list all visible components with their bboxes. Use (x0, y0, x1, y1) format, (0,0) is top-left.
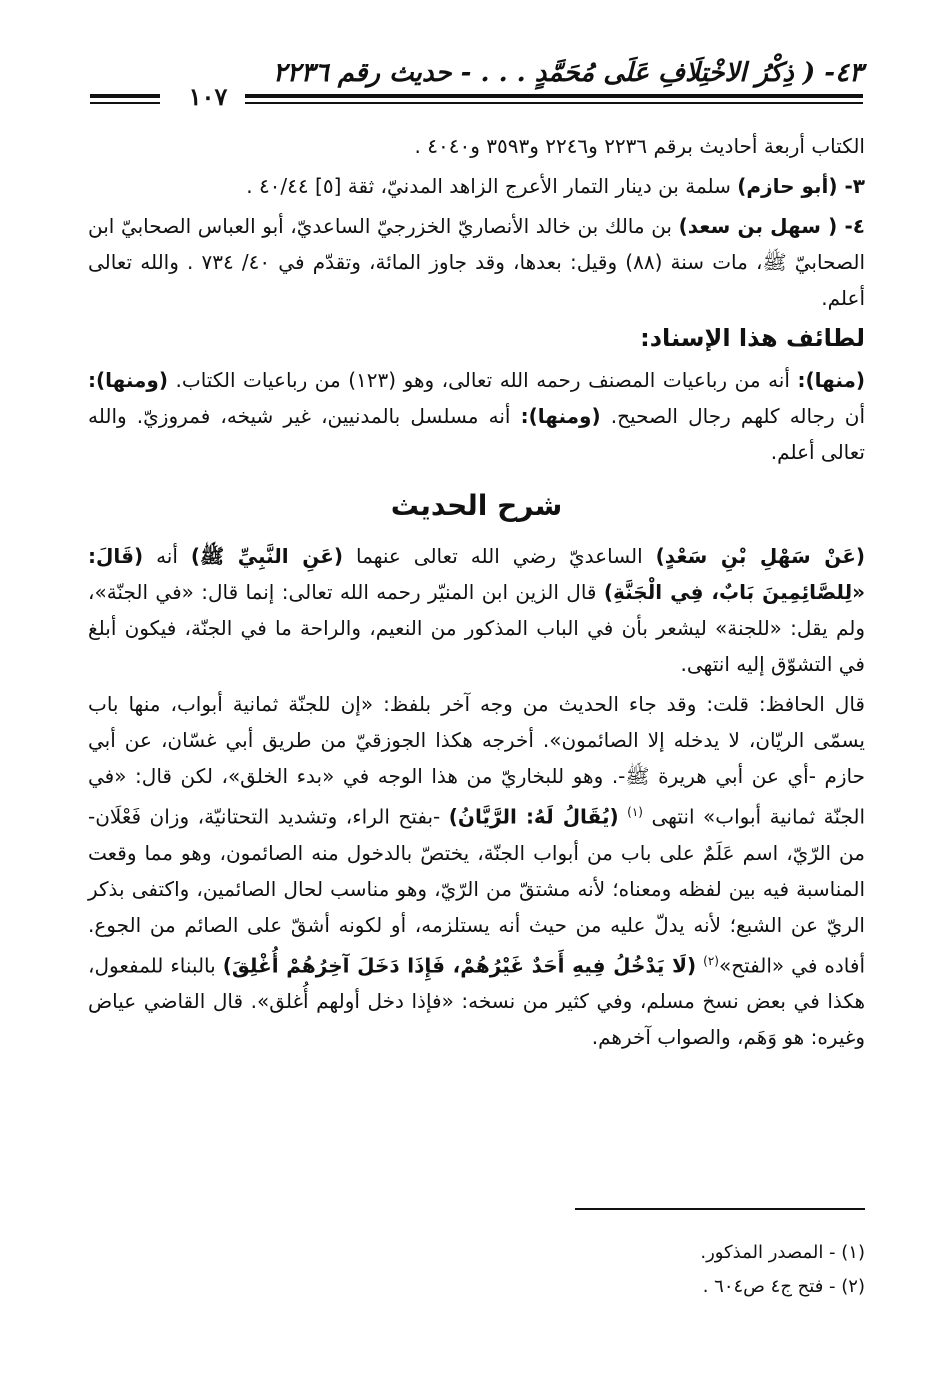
paragraph (88, 362, 865, 470)
hadith-text: (لَا يَدْخُلُ فِيهِ أَحَدٌ غَيْرُهُمْ، فَإِذَا دَخَلَ آخِرُهُمْ أُغْلِقَ) (222, 953, 697, 978)
narrator-name: ٣- (أبو حازم) (737, 174, 865, 198)
hadith-text: (عَنْ سَهْلِ بْنِ سَعْدٍ) (655, 544, 865, 568)
narrator-name: ٤- ( سهل بن سعد) (678, 214, 865, 238)
bold-lead: (منها): (797, 368, 866, 392)
footnote-ref: (١) (627, 805, 643, 819)
footnotes (365, 1236, 865, 1304)
text-run: أنه مسلسل بالمدنيين، غير شيخه، فمروزيّ. والله تعالى أعلم. (88, 404, 865, 464)
bold-lead: (ومنها): (88, 368, 168, 392)
footnote-separator (575, 1208, 865, 1210)
footnote: (٢) - فتح ج٤ ص٦٠٤ . (702, 1276, 865, 1297)
text-run: أنه من رباعيات المصنف رحمه الله تعالى، وهو (١٢٣) من رباعيات الكتاب. (175, 368, 790, 392)
main-text (88, 128, 865, 1059)
text-run: أنه (156, 544, 178, 568)
text-run: أن رجاله كلهم رجال الصحيح. (610, 404, 866, 428)
text-run: بن مالك بن خالد الأنصاريّ الخزرجيّ الساعديّ، أبو العباس الصحابيّ ابن الصحابيّ ﷺ، مات سنة (٨٨) وقيل: بعدها، وقد جاوز المائة، وتقدّم في ٤٠/ ٧٣٤ . والله تعالى أعلم. (88, 214, 865, 310)
paragraph (88, 128, 865, 164)
footnote-ref: (٢) (703, 953, 719, 968)
text-run: الساعديّ رضي الله تعالى عنهما (355, 544, 643, 568)
paragraph (88, 686, 865, 1055)
paragraph (88, 208, 865, 316)
header-rule-left-under (90, 102, 160, 104)
text-run: -بفتح الراء، وتشديد التحتانيّة، وزان فَعْلَان- من الرّيّ، اسم عَلَمٌ على باب من أبواب الجنّة، يختصّ بالدخول منه الصائمون، وهو مما وقعت المناسبة فيه بين لفظه ومعناه؛ لأنه مشتقّ من الرّيّ، وهو مناسب لحال الصائمين، واكتفى بذكر الريّ عن الشبع؛ لأنه يدلّ عليه من حيث أنه يستلزمه، أو لكونه أشقّ على الصائم من الجوع. أفاده في «الفتح» (88, 804, 866, 978)
paragraph (88, 538, 865, 682)
header-rule-left (90, 94, 160, 98)
paragraph (88, 168, 865, 204)
header-title: ٤٣- ( ذِكْرُ الاخْتِلَافِ عَلَى مُحَمَّدٍ . . . - حديث رقم ٢٢٣٦ (272, 58, 863, 88)
text-run: بالبناء للمفعول، هكذا في بعض نسخ مسلم، وفي كثير من نسخه: «فإذا دخل أولهم أُغلق». قال القاضي عياض وغيره: هو وَهَم، والصواب آخرهم. (88, 953, 865, 1050)
text-run: سلمة بن دينار التمار الأعرج الزاهد المدنيّ، ثقة [٥] ٤٠/٤٤ . (246, 174, 731, 198)
text-run: قال الزين ابن المنيّر رحمه الله تعالى: إنما قال: «في الجنّة»، ولم يقل: «للجنة» ليشعر بأن في الباب المذكور من النعيم، والراحة ما في الجنّة، فيكون أبلغ في التشوّق إليه انتهى. (88, 580, 865, 676)
center-heading: شرح الحديث (390, 489, 563, 522)
hadith-text: (قَالَ: «لِلصَّائِمِينَ بَابٌ، فِي الْجَنَّةِ) (88, 544, 865, 604)
page-number: ١٠٧ (188, 82, 228, 111)
hadith-text: (يُقَالُ لَهُ: الرَّيَّانُ) (448, 804, 619, 829)
header-rule-right-under (245, 102, 863, 104)
text-run: قال الحافظ: قلت: وقد جاء الحديث من وجه آخر بلفظ: «إن للجنّة ثمانية أبواب، منها باب يسمّى الريّان، لا يدخله إلا الصائمون». أخرجه هكذا الجوزقيّ من طريق أبي غسّان، عن أبي حازم -أي عن أبي هريرة ﷺ-. وهو للبخاريّ من هذا الوجه في «بدء الخلق»، لكن قال: «في الجنّة ثمانية أبواب» انتهى (88, 692, 865, 829)
header-rule-right (245, 94, 863, 98)
footnote: (١) - المصدر المذكور. (700, 1242, 865, 1263)
section-heading: لطائف هذا الإسناد: (640, 324, 865, 352)
text-run: الكتاب أربعة أحاديث برقم ٢٢٣٦ و٢٢٤٦ و٣٥٩٣ و٤٠٤٠ . (414, 134, 865, 158)
bold-lead: (ومنها): (520, 404, 601, 428)
hadith-text: (عَنِ النَّبِيِّ ﷺ) (190, 544, 344, 568)
